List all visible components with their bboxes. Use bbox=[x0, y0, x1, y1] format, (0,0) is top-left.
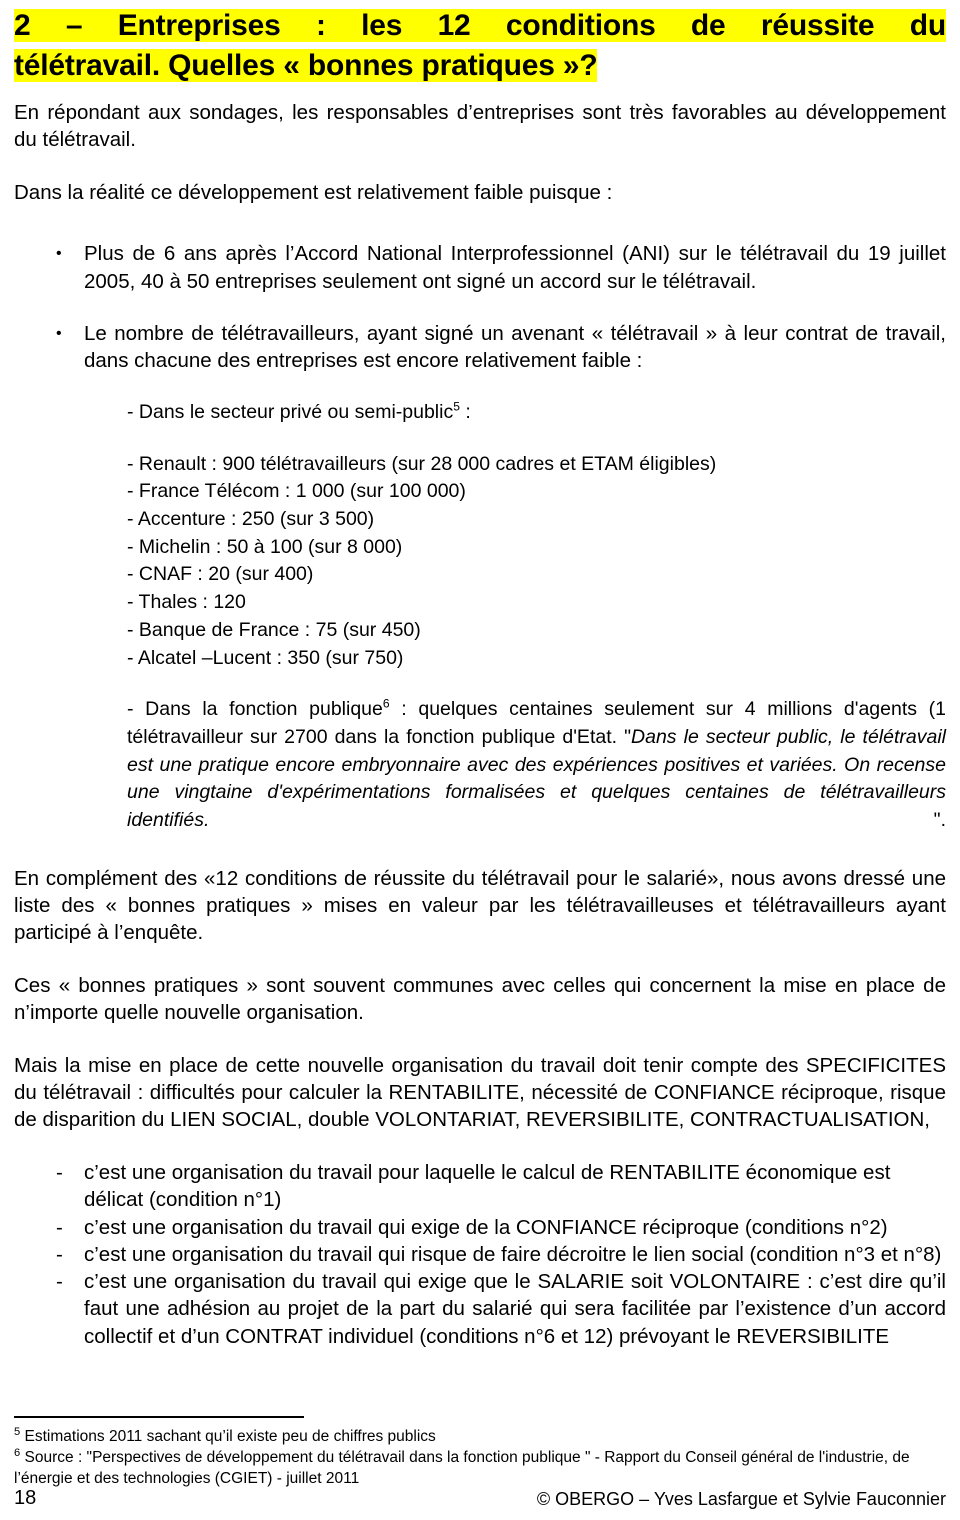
list-item: - France Télécom : 1 000 (sur 100 000) bbox=[127, 480, 466, 503]
spacer bbox=[14, 296, 946, 320]
footnote-5-text: Estimations 2011 sachant qu’il existe peu de chiffres publics bbox=[24, 1428, 436, 1445]
public-sector-block bbox=[14, 696, 946, 834]
public-sector-plain: : quelques centaines seulement sur 4 millions d'agents (1 télétravailleur sur 2700 dans la fonction publique d'Etat. " bbox=[127, 698, 946, 748]
footnote-6-text: Source : "Perspectives de développement du télétravail dans la fonction publique " - Rapport du Conseil général de l'industrie, de l’énergie et des technologies (CGIET) - juillet 2011 bbox=[14, 1449, 910, 1488]
spacer bbox=[14, 427, 946, 451]
private-sector-label bbox=[127, 399, 946, 427]
spacer bbox=[14, 163, 946, 179]
list-item: - c’est une organisation du travail pour laquelle le calcul de RENTABILITE économique est délicat (condition n°1) bbox=[14, 1159, 946, 1214]
list-item: - Michelin : 50 à 100 (sur 8 000) bbox=[127, 535, 403, 558]
main-bullet-list-2 bbox=[14, 320, 946, 375]
page-title-line-1 bbox=[14, 6, 946, 46]
page-content bbox=[14, 6, 946, 1350]
page-footer bbox=[14, 1487, 946, 1515]
spacer bbox=[14, 672, 946, 696]
footnote-6 bbox=[14, 1447, 946, 1489]
intro-paragraph: En répondant aux sondages, les responsables d’entreprises sont très favorables au développement du télétravail. bbox=[14, 101, 946, 152]
common-practices-paragraph: Ces « bonnes pratiques » sont souvent communes avec celles qui concernent la mise en place de n’importe quelle nouvelle organisation. bbox=[14, 973, 946, 1024]
list-item: - Banque de France : 75 (sur 450) bbox=[127, 618, 421, 641]
list-item: - Alcatel –Lucent : 350 (sur 750) bbox=[127, 646, 404, 669]
list-item: - c’est une organisation du travail qui exige que le SALARIE soit VOLONTAIRE : c’est dire qu’il faut une adhésion au projet de la part du salarié qui sera facilitée par l’existence d’un accord collectif et d’un CONTRAT individuel (conditions n°6 et 12) prévoyant le REVERSIBILITE bbox=[14, 1268, 946, 1350]
spacer bbox=[14, 375, 946, 399]
spacer bbox=[14, 1143, 946, 1159]
list-item: - c’est une organisation du travail qui exige de la CONFIANCE réciproque (conditions n°2) bbox=[14, 1214, 946, 1241]
spacer bbox=[14, 956, 946, 972]
list-item: - Accenture : 250 (sur 3 500) bbox=[127, 508, 375, 531]
private-sector-block bbox=[14, 399, 946, 427]
footnote-5 bbox=[14, 1426, 946, 1447]
complement-paragraph: En complément des «12 conditions de réussite du télétravail pour le salarié», nous avons dressé une liste des « bonnes pratiques » mises en valeur par les télétravailleuses et télétravailleurs ayant participé à l’enquête. bbox=[14, 866, 946, 944]
private-sector-label-suffix: : bbox=[459, 401, 471, 424]
public-sector-lead: - Dans la fonction publique bbox=[127, 698, 383, 721]
page-title bbox=[14, 6, 946, 85]
footnote-marker-5: 5 bbox=[453, 399, 460, 414]
footnotes-section bbox=[14, 1416, 946, 1489]
spacer bbox=[14, 835, 946, 865]
title-highlight-2: télétravail. Quelles « bonnes pratiques »? bbox=[14, 48, 598, 82]
spacer bbox=[14, 1036, 946, 1052]
list-item: • Plus de 6 ans après l’Accord National Interprofessionnel (ANI) sur le télétravail du 19 juillet 2005, 40 à 50 entreprises seulement ont signé un accord sur le télétravail. bbox=[14, 240, 946, 295]
title-highlight-1: 2 – Entreprises : les 12 conditions de réussite du bbox=[14, 9, 946, 42]
public-sector-quote: Dans le secteur public, le télétravail est une pratique encore embryonnaire avec des expériences positives et variées. On recense une vingtaine d'expérimentations formalisées et quelques centaines de télétravailleurs identifiés. bbox=[127, 725, 946, 831]
public-sector-closing-quote: ". bbox=[933, 808, 946, 831]
list-item: - Thales : 120 bbox=[127, 591, 246, 614]
page-title-line-2 bbox=[14, 46, 946, 86]
private-sector-label-text: - Dans le secteur privé ou semi-public bbox=[127, 401, 454, 424]
copyright-credit: © OBERGO – Yves Lasfargue et Sylvie Fauconnier bbox=[536, 1489, 946, 1509]
list-item: • Le nombre de télétravailleurs, ayant signé un avenant « télétravail » à leur contrat de travail, dans chacune des entreprises est encore relativement faible : bbox=[14, 320, 946, 375]
footnote-marker-6: 6 bbox=[382, 696, 390, 711]
company-figures-list bbox=[14, 451, 946, 673]
page-number: 18 bbox=[14, 1487, 37, 1509]
list-item: - c’est une organisation du travail qui risque de faire décroitre le lien social (condition n°3 et n°8) bbox=[14, 1241, 946, 1268]
footnote-number-5: 5 bbox=[14, 1425, 21, 1438]
public-sector-paragraph bbox=[127, 696, 946, 834]
conditions-list bbox=[14, 1159, 946, 1350]
specificities-paragraph: Mais la mise en place de cette nouvelle organisation du travail doit tenir compte des SPECIFICITES du télétravail : difficultés pour calculer la RENTABILITE, nécessité de CONFIANCE réciproque, risque de disparition du LIEN SOCIAL, double VOLONTARIAT, REVERSIBILITE, CONTRACTUALISATION, bbox=[14, 1053, 946, 1131]
spacer bbox=[14, 216, 946, 240]
list-item: - Renault : 900 télétravailleurs (sur 28 000 cadres et ETAM éligibles) bbox=[127, 452, 717, 475]
footnote-separator bbox=[14, 1416, 304, 1418]
list-item: - CNAF : 20 (sur 400) bbox=[127, 563, 314, 586]
reality-paragraph: Dans la réalité ce développement est relativement faible puisque : bbox=[14, 181, 613, 205]
footnote-number-6: 6 bbox=[14, 1446, 21, 1459]
main-bullet-list bbox=[14, 240, 946, 295]
